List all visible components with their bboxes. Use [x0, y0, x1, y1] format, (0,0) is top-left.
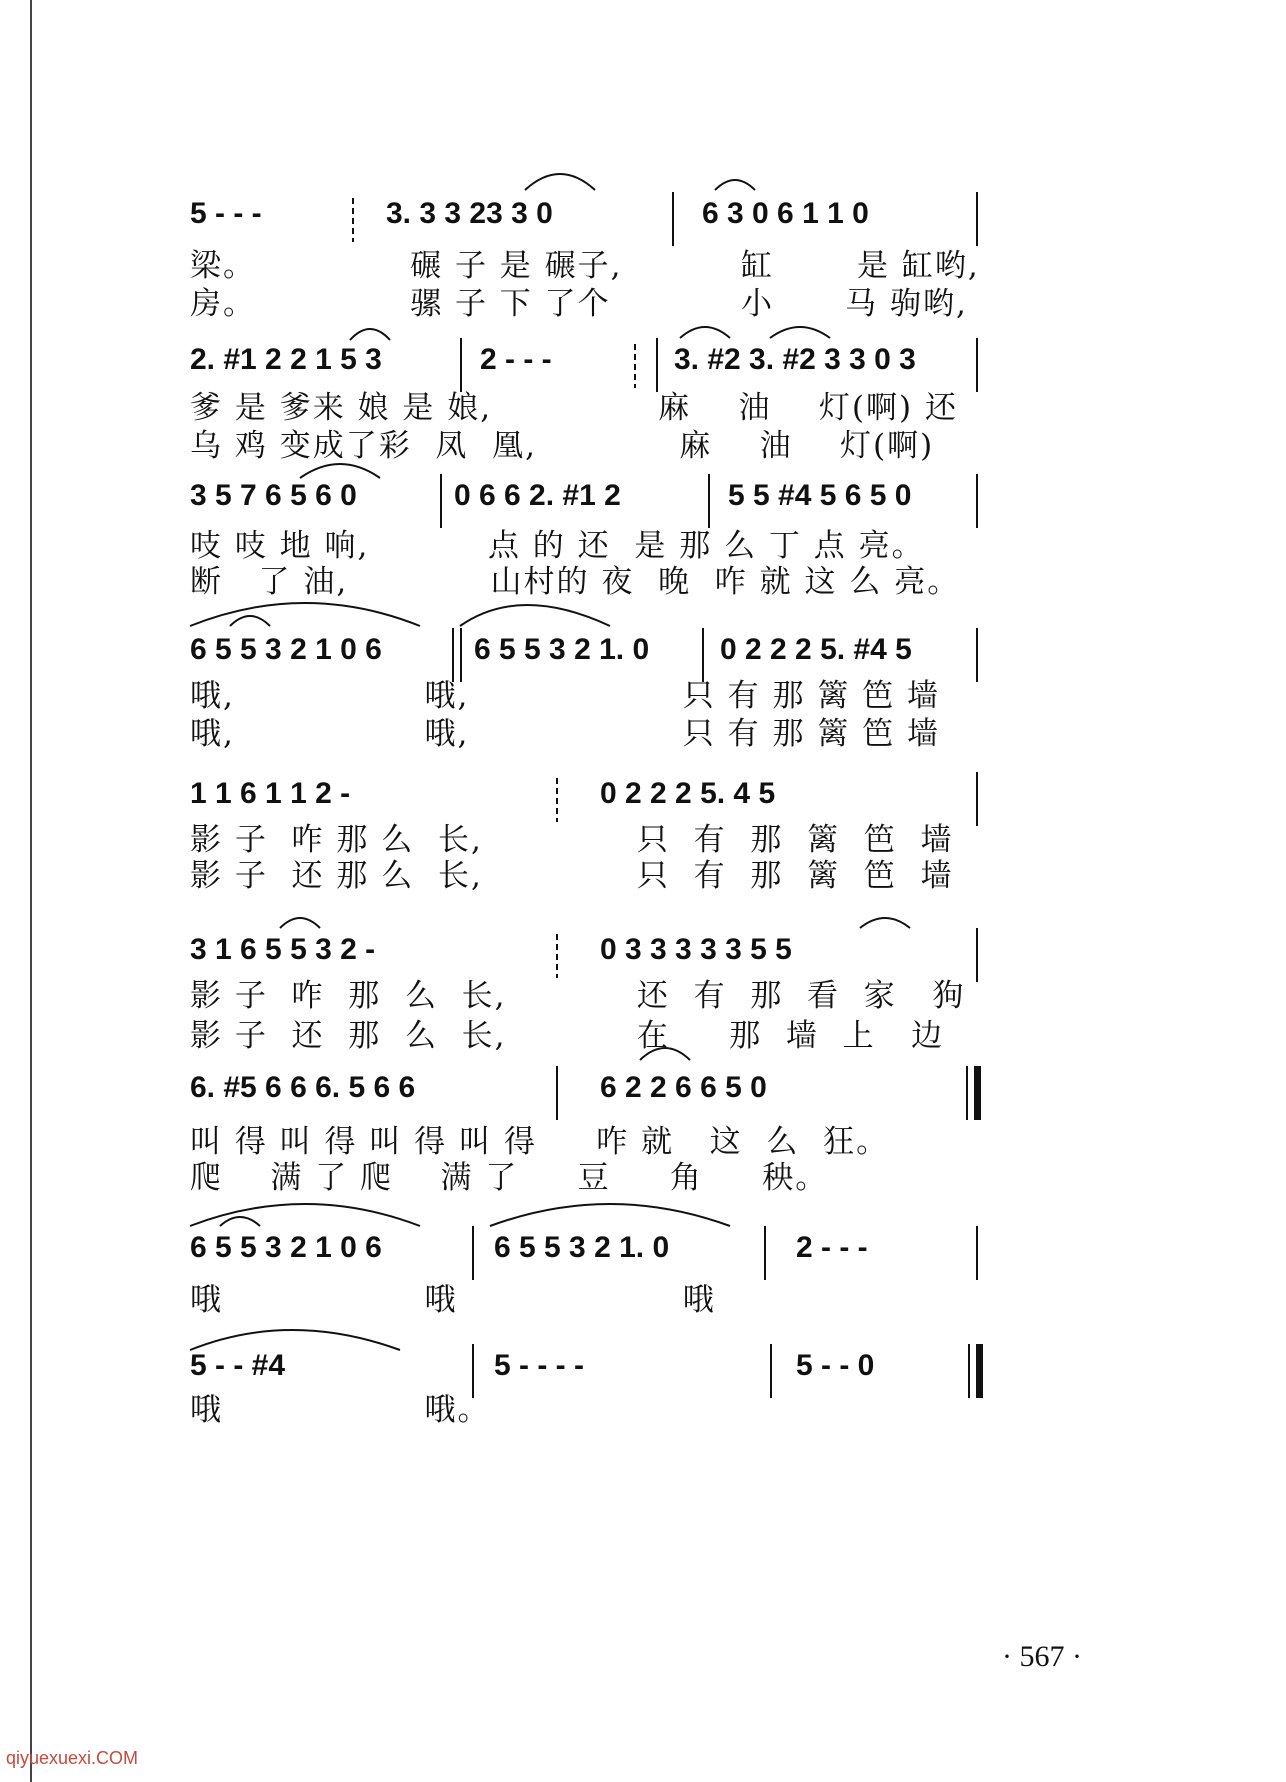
measure-2-notes: 5 - - - - [494, 1349, 584, 1382]
lyric-verse-1: 影 子 咋 那 么 长, 只 有 那 篱 笆 墙 [190, 822, 954, 858]
measure-2-notes: 0 3 3 3 3 3 5 5 [600, 933, 792, 966]
measure-1-notes: 1 1 6 1 1 2 - [190, 777, 351, 810]
measure-2-notes: 6 2 2 6 6 5 0 [600, 1071, 767, 1104]
slur-marks [190, 160, 1110, 1428]
measure-2-notes: 6 5 5 3 2 1. 0 [494, 1231, 670, 1264]
measure-3-notes: 6 3 0 6 1 1 0 [702, 197, 869, 230]
lyric-verse-1: 吱 吱 地 响, 点 的 还 是 那 么 丁 点 亮。 [190, 528, 925, 564]
lyric-verse-2: 房。 骡 子 下 了个 小 马 驹哟, [190, 286, 968, 322]
measure-1-notes: 5 - - - [190, 197, 262, 230]
measure-2-notes: 6 5 5 3 2 1. 0 [474, 633, 650, 666]
measure-1-notes: 6 5 5 3 2 1 0 6 [190, 633, 382, 666]
measure-1-notes: 5 - - #4 [190, 1349, 286, 1382]
lyric-verse-2: 影 子 还 那 么 长, 只 有 那 篱 笆 墙 [190, 858, 954, 894]
measure-1-notes: 6 5 5 3 2 1 0 6 [190, 1231, 382, 1264]
page-edge-line [30, 0, 32, 1782]
lyric-verse-1: 哦 哦 哦 [190, 1282, 716, 1318]
lyric-verse-1: 叫 得 叫 得 叫 得 叫 得 咋 就 这 么 狂。 [190, 1124, 890, 1160]
measure-3-notes: 2 - - - [796, 1231, 868, 1264]
measure-1-notes: 3 5 7 6 5 6 0 [190, 479, 357, 512]
measure-3-notes: 3. #2 3. #2 3 3 0 3 [674, 343, 916, 376]
lyric-verse-1: 影 子 咋 那 么 长, 还 有 那 看 家 狗 [190, 978, 966, 1014]
measure-1-notes: 2. #1 2 2 1 5 3 [190, 343, 382, 376]
measure-2-notes: 3. 3 3 23 3 0 [386, 197, 553, 230]
measure-1-notes: 3 1 6 5 5 3 2 - [190, 933, 376, 966]
measure-2-notes: 0 2 2 2 5. 4 5 [600, 777, 776, 810]
watermark: qiyuexuexi.COM [6, 1748, 139, 1768]
measure-2-notes: 2 - - - [480, 343, 552, 376]
measure-3-notes: 5 5 #4 5 6 5 0 [728, 479, 912, 512]
lyric-verse-2: 哦, 哦, 只 有 那 篱 笆 墙 [190, 716, 941, 752]
lyric-verse-2: 爬 满 了 爬 满 了 豆 角 秧。 [190, 1160, 829, 1196]
lyric-verse-1: 哦, 哦, 只 有 那 篱 笆 墙 [190, 678, 941, 714]
page-number: · 567 · [1002, 1640, 1082, 1673]
measure-3-notes: 5 - - 0 [796, 1349, 875, 1382]
lyric-verse-1: 哦 哦。 [190, 1392, 491, 1428]
lyric-verse-2: 断 了 油, 山村的 夜 晚 咋 就 这 么 亮。 [190, 564, 961, 600]
lyric-verse-2: 影 子 还 那 么 长, 在 那 墙 上 边 [190, 1018, 945, 1054]
lyric-verse-1: 梁。 碾 子 是 碾子, 缸 是 缸哟, [190, 248, 980, 284]
lyric-verse-2: 乌 鸡 变成了彩 凤 凰, 麻 油 灯(啊) [190, 428, 935, 464]
measure-3-notes: 0 2 2 2 5. #4 5 [720, 633, 912, 666]
measure-2-notes: 0 6 6 2. #1 2 [454, 479, 621, 512]
lyric-verse-1: 爹 是 爹来 娘 是 娘, 麻 油 灯(啊) 还 [190, 390, 958, 426]
measure-1-notes: 6. #5 6 6 6. 5 6 6 [190, 1071, 416, 1104]
